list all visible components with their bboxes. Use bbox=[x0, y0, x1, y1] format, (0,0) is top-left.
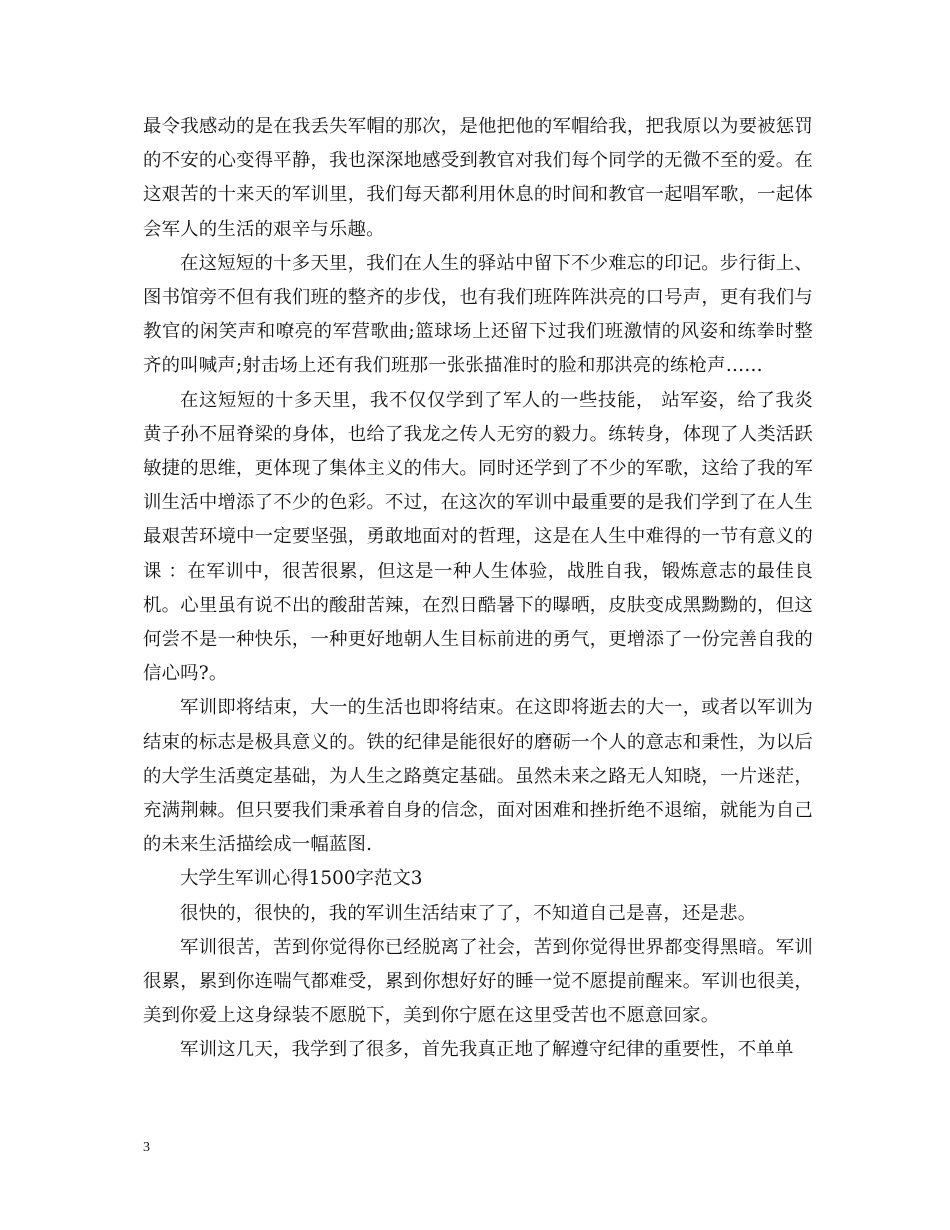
section-heading: 大学生军训心得1500字范文3 bbox=[180, 868, 423, 890]
document-body bbox=[143, 110, 813, 1068]
paragraph-5: 很快的，很快的，我的军训生活结束了了，不知道自己是喜，还是悲。 bbox=[180, 902, 757, 924]
paragraph-4: 军训即将结束，大一的生活也即将结束。在这即将逝去的大一，或者以军训为结束的标志是极具意义的。铁的纪律是能很好的磨砺一个人的意志和秉性，为以后的大学生活奠定基础，为人生之路奠定基础。虽然未来之路无人知晓，一片迷茫，充满荆棘。但只要我们秉承着自身的信念，面对困难和挫折绝不退缩，就能为自己的未来生活描绘成一幅蓝图. bbox=[143, 697, 813, 856]
paragraph-7: 军训这几天，我学到了很多，首先我真正地了解遵守纪律的重要性，不单单 bbox=[180, 1039, 794, 1061]
page-number: 3 bbox=[143, 1140, 150, 1155]
paragraph-1: 最令我感动的是在我丢失军帽的那次，是他把他的军帽给我，把我原以为要被惩罚的不安的心变得平静，我也深深地感受到教官对我们每个同学的无微不至的爱。在这艰苦的十来天的军训里，我们每天都利用休息的时间和教官一起唱军歌，一起体会军人的生活的艰辛与乐趣。 bbox=[143, 116, 813, 240]
paragraph-2: 在这短短的十多天里，我们在人生的驿站中留下不少难忘的印记。步行街上、图书馆旁不但有我们班的整齐的步伐，也有我们班阵阵洪亮的口号声，更有我们与教官的闲笑声和嘹亮的军营歌曲;篮球场上还留下过我们班激情的风姿和练拳时整齐的叫喊声;射击场上还有我们班那一张张描准时的脸和那洪亮的练枪声…… bbox=[143, 252, 813, 377]
paragraph-3: 在这短短的十多天里，我不仅仅学到了军人的一些技能， 站军姿，给了我炎黄子孙不屈脊梁的身体，也给了我龙之传人无穷的毅力。练转身，体现了人类活跃敏捷的思维，更体现了集体主义的伟大。同时还学到了不少的军歌，这给了我的军训生活中增添了不少的色彩。不过，在这次的军训中最重要的是我们学到了在人生最艰苦环境中一定要坚强，勇敢地面对的哲理，这是在人生中难得的一节有意义的课 ：在军训中，很苦很累，但这是一种人生体验，战胜自我，锻炼意志的最佳良机。心里虽有说不出的酸甜苦辣，在烈日酷暑下的曝晒，皮肤变成黑黝黝的，但这何尝不是一种快乐，一种更好地朝人生目标前进的勇气，更增添了一份完善自我的信心吗?。 bbox=[143, 389, 813, 685]
paragraph-6: 军训很苦，苦到你觉得你已经脱离了社会，苦到你觉得世界都变得黑暗。军训很累，累到你连喘气都难受，累到你想好好的睡一觉不愿提前醒来。军训也很美，美到你爱上这身绿装不愿脱下，美到你宁愿在这里受苦也不愿意回家。 bbox=[143, 936, 813, 1027]
